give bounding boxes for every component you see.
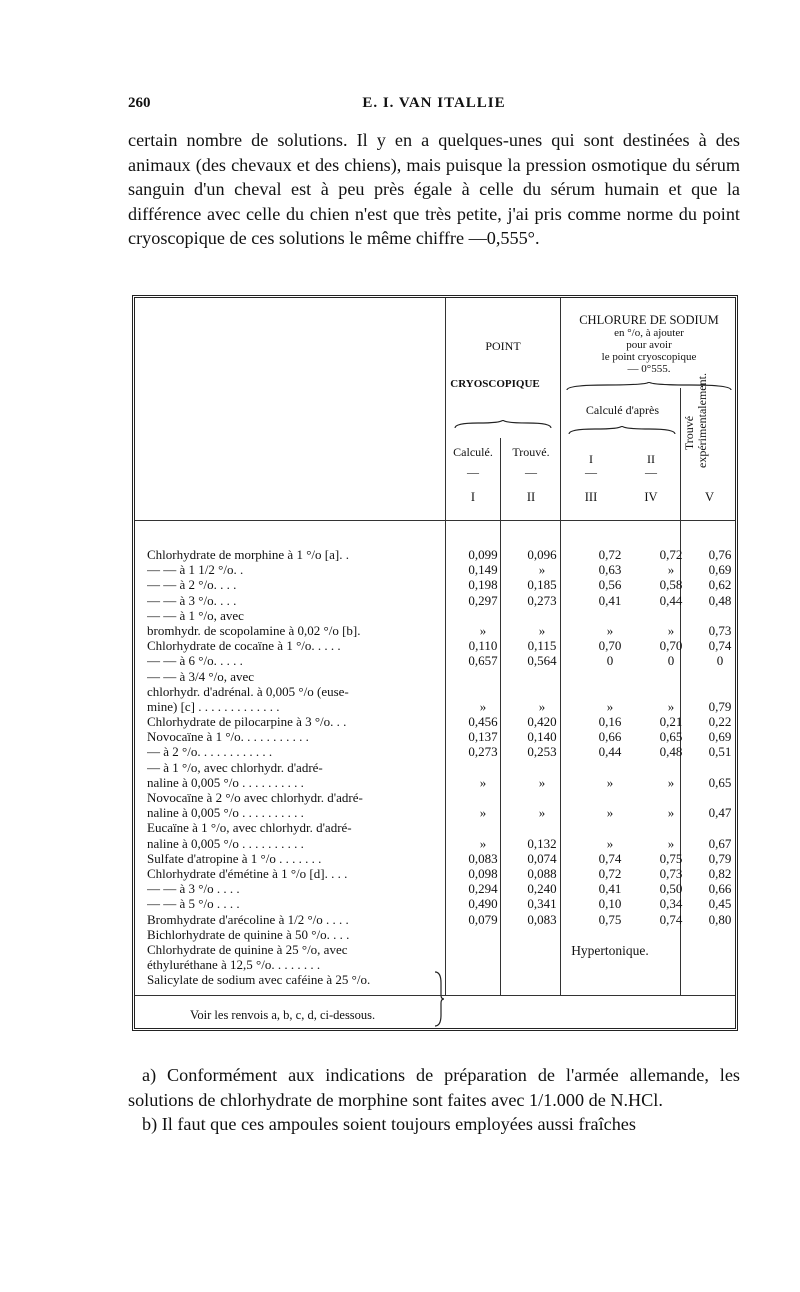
row-value: 0,115: [527, 638, 557, 654]
row-value: 0,73: [708, 622, 732, 638]
row-value: 0,22: [708, 714, 732, 730]
row-value: 0,69: [708, 562, 732, 578]
row-label: Novocaïne à 2 °/o avec chlorhydr. d'adré-: [147, 790, 363, 805]
row-label: bromhydr. de scopolamine à 0,02 °/o [b].: [147, 622, 361, 638]
footnotes: [128, 1063, 740, 1137]
row-value: 0,45: [708, 896, 732, 912]
table-row: [147, 608, 737, 623]
header-chlorure-line3: pour avoir: [626, 339, 672, 351]
row-label: — — à 3 °/o. . . .: [147, 592, 237, 608]
row-value: »: [479, 622, 487, 638]
intro-paragraph: certain nombre de solutions. Il y en a quelques-unes qui sont destinées à des animaux (des chevaux et des chiens), mais puisque la pression osmotique du sérum sanguin d'un cheval est à peu près égale à celle du sérum humain et que la différence avec celle du chien n'est que très petite, j'ai pris comme norme du point cryoscopique de ces solutions le même chiffre —0,555°.: [128, 130, 740, 249]
row-label: naline à 0,005 °/o . . . . . . . . . .: [147, 835, 304, 851]
row-label: — — à 6 °/o. . . . .: [147, 653, 243, 669]
row-value: 0,41: [598, 592, 622, 608]
col-number: III: [584, 490, 598, 504]
table-body: [147, 547, 737, 987]
table-row: [147, 593, 737, 608]
row-label: Bromhydrate d'arécoline à 1/2 °/o . . . .: [147, 911, 349, 927]
row-label: Chlorhydrate de pilocarpine à 3 °/o. . .: [147, 714, 347, 730]
row-label: Bichlorhydrate de quinine à 50 °/o. . . .: [147, 926, 350, 942]
row-label: naline à 0,005 °/o . . . . . . . . . .: [147, 805, 304, 821]
row-value: 0,70: [598, 638, 622, 654]
row-value: »: [667, 835, 675, 851]
table-row: [147, 775, 737, 790]
row-value: 0,240: [527, 881, 557, 897]
col-dash: —: [645, 465, 657, 479]
col-dash: —: [467, 465, 479, 479]
row-value: »: [538, 622, 546, 638]
row-label: Chlorhydrate de quinine à 25 °/o, avec: [147, 941, 348, 957]
row-value: 0,41: [598, 881, 622, 897]
row-value: 0,82: [708, 865, 732, 881]
row-value: 0,456: [468, 714, 498, 730]
row-label: chlorhydr. d'adrénal. à 0,005 °/o (euse-: [147, 683, 349, 699]
row-value: 0,65: [708, 774, 732, 790]
row-value: 0,110: [468, 638, 498, 654]
col-number: II: [526, 490, 536, 504]
table-row: [147, 820, 737, 835]
row-value: 0,75: [598, 911, 622, 927]
row-value: 0,564: [527, 653, 557, 669]
page-header: [128, 95, 740, 119]
row-value: »: [667, 698, 675, 714]
row-value: 0,10: [598, 896, 622, 912]
row-value: »: [479, 774, 487, 790]
row-value: 0,70: [659, 638, 683, 654]
table-row: [147, 836, 737, 851]
row-value: »: [606, 622, 614, 638]
row-value: 0,083: [468, 850, 498, 866]
row-value: 0: [716, 653, 724, 669]
row-value: 0,74: [708, 638, 732, 654]
header-chlorure-line4: le point cryoscopique: [601, 351, 697, 363]
header-chlorure-line2: en °/o, à ajouter: [614, 327, 684, 339]
row-label: Sulfate d'atropine à 1 °/o . . . . . . .: [147, 850, 322, 866]
row-value: 0,74: [659, 911, 683, 927]
row-label: Salicylate de sodium avec caféine à 25 °/o.: [147, 972, 371, 988]
row-value: 0,21: [659, 714, 683, 730]
row-value: 0,79: [708, 850, 732, 866]
row-label: — — à 1 °/o, avec: [147, 607, 244, 623]
row-label: naline à 0,005 °/o . . . . . . . . . .: [147, 774, 304, 790]
row-label: — — à 3 °/o . . . .: [147, 881, 240, 897]
table-row: [147, 805, 737, 820]
row-label: — à 2 °/o. . . . . . . . . . . .: [147, 744, 273, 760]
row-value: 0,420: [527, 714, 557, 730]
col-dash: —: [525, 465, 537, 479]
row-value: 0,490: [468, 896, 498, 912]
row-value: 0,273: [527, 592, 557, 608]
footer-divider: [135, 995, 735, 996]
table-row: [147, 699, 737, 714]
header-cryoscopique: CRYOSCOPIQUE: [450, 378, 540, 390]
row-value: »: [479, 698, 487, 714]
table-row: [147, 866, 737, 881]
row-value: 0,72: [598, 547, 622, 562]
row-value: 0,149: [468, 562, 498, 578]
row-value: 0,198: [468, 577, 498, 593]
table-row: [147, 790, 737, 805]
row-value: 0,50: [659, 881, 683, 897]
header-divider: [135, 520, 735, 521]
row-value: 0,47: [708, 805, 732, 821]
row-value: 0,185: [527, 577, 557, 593]
table-row: [147, 912, 737, 927]
footnote-b: b) Il faut que ces ampoules soient toujours employées aussi fraîches: [142, 1114, 636, 1135]
row-value: 0,140: [527, 729, 557, 745]
row-value: »: [667, 622, 675, 638]
row-label: — — à 3/4 °/o, avec: [147, 668, 255, 684]
table-row: [147, 729, 737, 744]
row-value: 0,083: [527, 911, 557, 927]
row-value: »: [538, 562, 546, 578]
table-row: [147, 851, 737, 866]
row-value: 0,099: [468, 547, 498, 562]
table-row: [147, 547, 737, 562]
row-value: 0,297: [468, 592, 498, 608]
table-row: [147, 669, 737, 684]
row-value: 0,66: [708, 881, 732, 897]
brace-icon: [453, 420, 553, 430]
table-row: [147, 957, 737, 972]
row-value: 0,098: [468, 865, 498, 881]
header-chlorure: CHLORURE DE SODIUM: [579, 313, 719, 327]
row-value: 0,58: [659, 577, 683, 593]
row-value: »: [479, 805, 487, 821]
row-value: 0,132: [527, 835, 557, 851]
row-label: — — à 2 °/o. . . .: [147, 577, 237, 593]
row-value: 0,69: [708, 729, 732, 745]
table-row: [147, 684, 737, 699]
row-value: 0: [667, 653, 675, 669]
table-row: [147, 744, 737, 759]
row-label: — — à 1 1/2 °/o. .: [147, 562, 244, 578]
row-value: 0,34: [659, 896, 683, 912]
row-value: 0,657: [468, 653, 498, 669]
row-label: Chlorhydrate d'émétine à 1 °/o [d]. . . .: [147, 865, 348, 881]
row-value: 0,48: [708, 592, 732, 608]
header-i: I: [589, 452, 593, 466]
col-number: I: [470, 490, 476, 504]
row-value: 0,74: [598, 850, 622, 866]
row-label: éthyluréthane à 12,5 °/o. . . . . . . .: [147, 957, 321, 973]
row-value: 0,16: [598, 714, 622, 730]
row-value: »: [606, 835, 614, 851]
row-value: 0,44: [598, 744, 622, 760]
table-row: [147, 577, 737, 592]
row-value: 0,074: [527, 850, 557, 866]
footnote-a: a) Conformément aux indications de préparation de l'armée allemande, les solutions de chlorhydrate de morphine sont faites avec 1/1.000 de N.HCl.: [128, 1065, 740, 1110]
header-point: POINT: [485, 339, 521, 353]
table-row: [147, 714, 737, 729]
row-label: Chlorhydrate de cocaïne à 1 °/o. . . . .: [147, 638, 341, 654]
header-trouve: Trouvé.: [512, 445, 550, 459]
row-value: 0,65: [659, 729, 683, 745]
row-value: 0,096: [527, 547, 557, 562]
table-footnote: Voir les renvois a, b, c, d, ci-dessous.: [190, 1008, 376, 1022]
row-value: 0,079: [468, 911, 498, 927]
row-value: 0,273: [468, 744, 498, 760]
row-value: 0,088: [527, 865, 557, 881]
row-value: 0,137: [468, 729, 498, 745]
row-value: 0,253: [527, 744, 557, 760]
row-value: 0,75: [659, 850, 683, 866]
row-value: »: [606, 698, 614, 714]
header-calcule: Calculé.: [453, 445, 493, 459]
row-value: 0,66: [598, 729, 622, 745]
table-row: [147, 653, 737, 668]
data-table: [132, 295, 738, 1031]
header-ii: II: [647, 452, 655, 466]
row-value: 0,72: [659, 547, 683, 562]
row-value: »: [538, 805, 546, 821]
hypertonique-label: Hypertonique.: [571, 943, 649, 958]
row-value: »: [479, 835, 487, 851]
row-value: 0,48: [659, 744, 683, 760]
page-number: 260: [128, 95, 151, 111]
row-value: 0,67: [708, 835, 732, 851]
table-row: [147, 638, 737, 653]
row-value: »: [667, 805, 675, 821]
row-label: — à 1 °/o, avec chlorhydr. d'adré-: [147, 759, 323, 775]
row-value: 0,79: [708, 698, 732, 714]
row-value: 0,63: [598, 562, 622, 578]
row-label: mine) [c] . . . . . . . . . . . . .: [147, 698, 280, 714]
row-value: »: [667, 562, 675, 578]
brace-icon: [433, 971, 445, 1027]
running-title: E. I. VAN ITALLIE: [362, 95, 506, 111]
row-value: 0,73: [659, 865, 683, 881]
table-row: [147, 562, 737, 577]
row-value: »: [606, 805, 614, 821]
table-row: [147, 760, 737, 775]
row-value: 0,44: [659, 592, 683, 608]
row-value: 0,341: [527, 896, 557, 912]
col-dash: —: [585, 465, 597, 479]
row-value: »: [538, 774, 546, 790]
row-value: 0,76: [708, 547, 732, 562]
header-chlorure-line5: — 0°555.: [627, 363, 671, 375]
row-label: Eucaïne à 1 °/o, avec chlorhydr. d'adré-: [147, 820, 352, 836]
table-row: [147, 623, 737, 638]
row-value: 0,56: [598, 577, 622, 593]
row-value: »: [538, 698, 546, 714]
table-row: [147, 881, 737, 896]
row-value: 0: [606, 653, 614, 669]
row-value: »: [606, 774, 614, 790]
header-trouve-experimentalement: Trouvé expérimentalement.: [682, 373, 709, 468]
table-row: [147, 927, 737, 942]
row-label: Novocaïne à 1 °/o. . . . . . . . . . .: [147, 729, 309, 745]
row-value: 0,80: [708, 911, 732, 927]
row-value: »: [667, 774, 675, 790]
table-row: [147, 896, 737, 911]
row-value: 0,51: [708, 744, 732, 760]
col-number: V: [704, 490, 715, 504]
row-value: 0,294: [468, 881, 498, 897]
row-value: 0,72: [598, 865, 622, 881]
row-label: — — à 5 °/o . . . .: [147, 896, 240, 912]
header-calcule-dapres: Calculé d'après: [585, 403, 660, 417]
row-value: 0,62: [708, 577, 732, 593]
brace-icon: [567, 426, 677, 436]
col-number: IV: [644, 490, 658, 504]
row-label: Chlorhydrate de morphine à 1 °/o [a]. .: [147, 547, 349, 562]
